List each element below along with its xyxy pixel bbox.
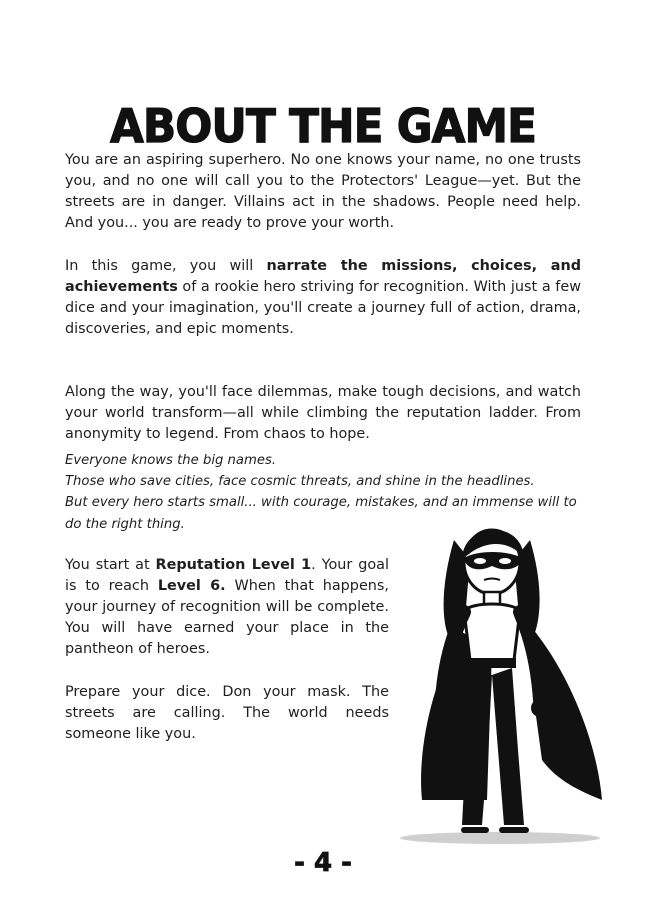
text-run: When that happens, your journey of recognition will be complete. You will have earned your place in the pantheon of heroes. (65, 578, 389, 658)
bold-text: Reputation Level 1 (155, 557, 312, 573)
text-run: . Your goal is to reach (65, 557, 389, 595)
page-title: ABOUT THE GAME (110, 98, 536, 153)
quote-line: Those who save cities, face cosmic threats, and shine in the headlines. (65, 474, 535, 490)
bold-text: narrate the missions, choices, and achievements (65, 258, 581, 296)
quote-line: But every hero starts small... with courage, mistakes, and an immense will to do the right thing. (65, 495, 577, 532)
call-to-action-paragraph: Prepare your dice. Don your mask. The streets are calling. The world needs someone like you. (65, 684, 389, 743)
quote-line: Everyone knows the big names. (65, 453, 277, 468)
page-number: - 4 - (294, 848, 352, 878)
goal-paragraph (65, 555, 389, 660)
intro-paragraph: You are an aspiring superhero. No one knows your name, no one trusts you, and no one will call you to the Protectors' League—yet. But the streets are in danger. Villains act in the shadows. People need help. And you... you are ready to prove your worth. (65, 152, 581, 232)
text-run: of a rookie hero striving for recognition. With just a few dice and your imagination, you'll create a journey full of action, drama, discoveries, and epic moments. (65, 279, 581, 338)
game-description-paragraph (65, 256, 581, 340)
journey-paragraph: Along the way, you'll face dilemmas, make tough decisions, and watch your world transform—all while climbing the reputation ladder. From anonymity to legend. From chaos to hope. (65, 384, 581, 443)
text-run: In this game, you will (65, 258, 267, 274)
masked-heroine-illustration (392, 500, 612, 850)
text-run: You start at (65, 557, 156, 573)
bold-text: Level 6. (157, 578, 226, 595)
